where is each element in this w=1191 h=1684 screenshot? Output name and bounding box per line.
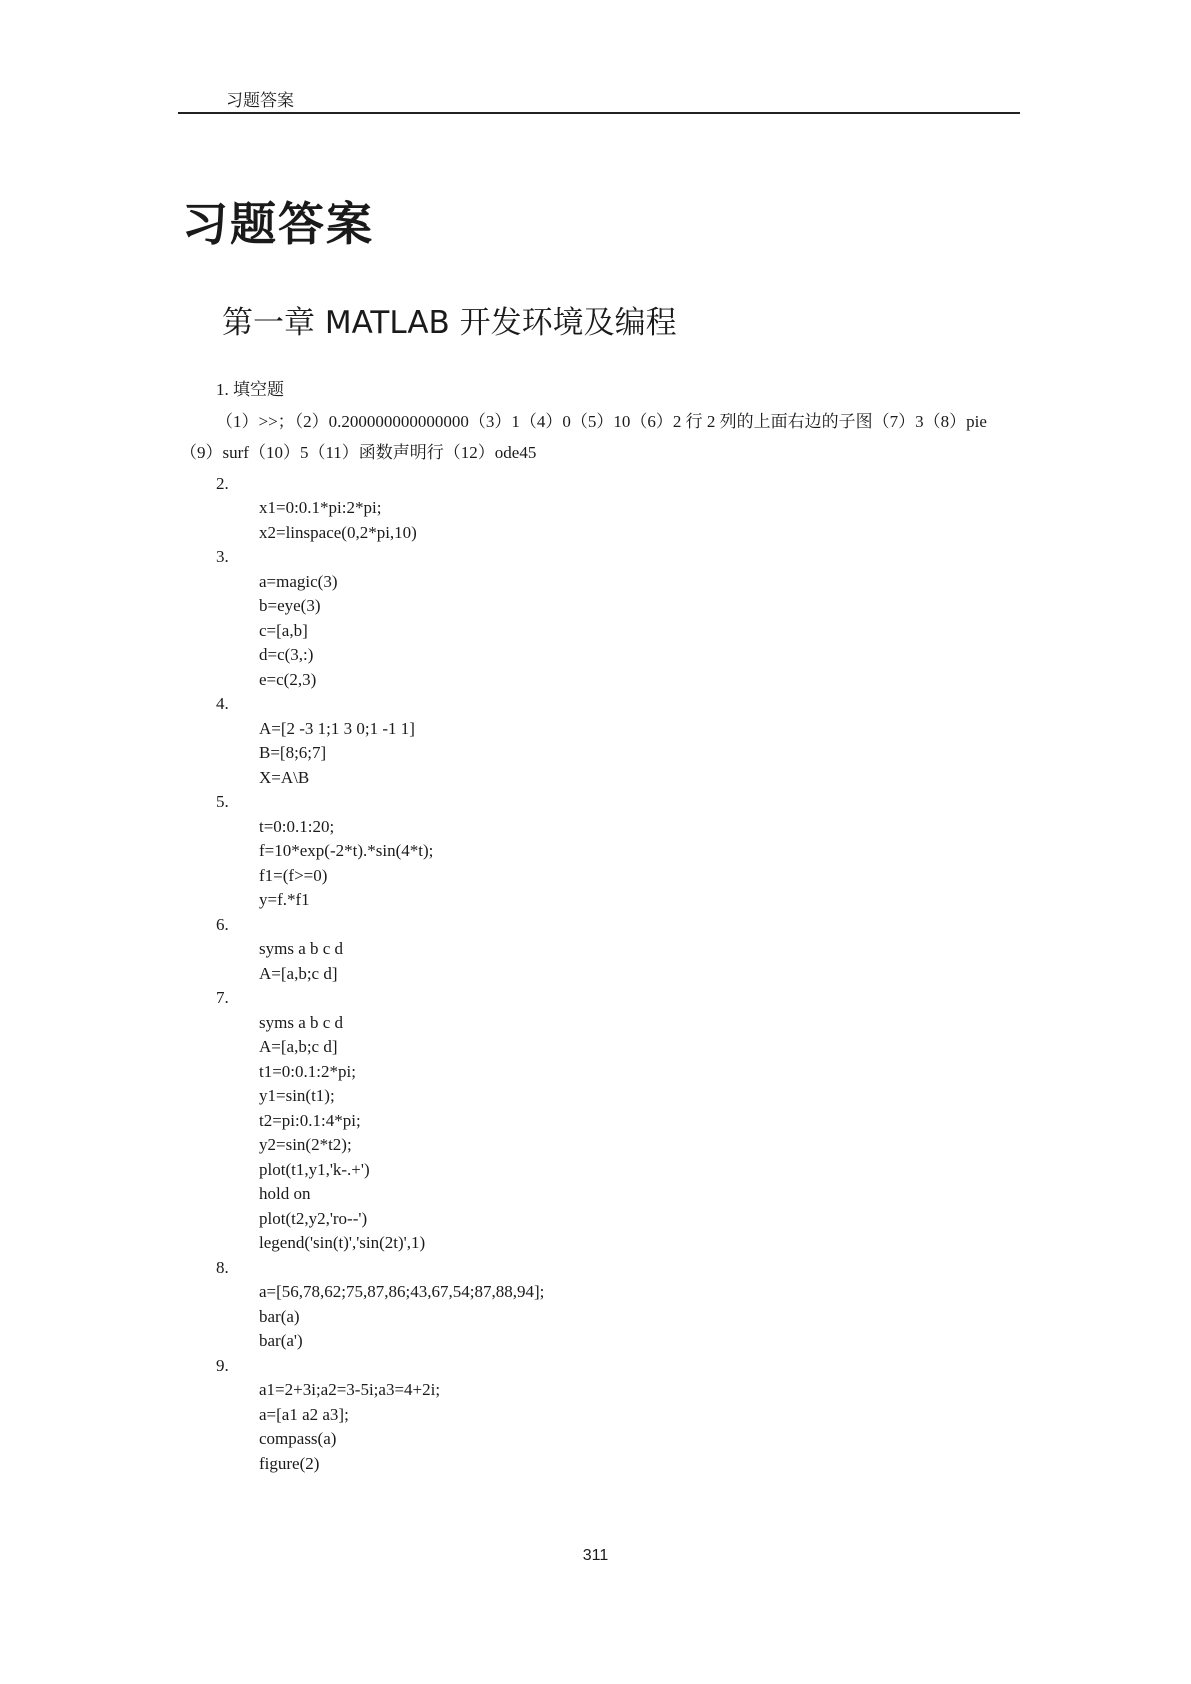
code-line: d=c(3,:) [259,645,314,664]
code-line: f=10*exp(-2*t).*sin(4*t); [259,841,434,860]
code-line: compass(a) [259,1429,337,1448]
document-title: 习题答案 [182,197,374,251]
code-line: plot(t2,y2,'ro--') [259,1208,368,1228]
code-line: syms a b c d [259,939,344,958]
question-1-label: 1. 填空题 [216,380,284,399]
code-line: y=f.*f1 [259,890,310,909]
code-line: e=c(2,3) [259,669,317,689]
code-line: B=[8;6;7] [259,743,327,762]
code-line: t1=0:0.1:2*pi; [259,1061,356,1081]
code-line: bar(a') [259,1331,303,1350]
question-6-label: 6. [216,914,229,934]
running-header [178,84,1020,114]
question-5-code [259,815,1020,913]
code-line: hold on [259,1184,311,1203]
question-1-answers: （1）>>；（2）0.200000000000000（3）1（4）0（5）10（6）2 行 2 列的上面右边的子图（7）3（8）pie（9）surf（10）5（11）函数声明行（12）ode45 [180,411,987,462]
question-9-label: 9. [216,1355,229,1375]
code-line: x1=0:0.1*pi:2*pi; [259,498,382,517]
code-line: y2=sin(2*t2); [259,1135,352,1154]
code-line: c=[a,b] [259,620,308,640]
code-line: legend('sin(t)','sin(2t)',1) [259,1233,426,1252]
code-line: t=0:0.1:20; [259,816,335,836]
code-line: bar(a) [259,1306,300,1326]
code-line: a1=2+3i;a2=3-5i;a3=4+2i; [259,1380,441,1399]
question-4-label: 4. [216,694,229,713]
code-line: x2=linspace(0,2*pi,10) [259,522,417,542]
question-3-label: 3. [216,547,229,566]
question-5-label: 5. [216,792,229,811]
code-line: syms a b c d [259,1012,344,1032]
page-number: 311 [582,1547,609,1564]
code-line: A=[a,b;c d] [259,963,338,983]
code-line: a=magic(3) [259,571,338,591]
code-line: plot(t1,y1,'k-.+') [259,1159,370,1179]
question-6-code [259,937,1020,986]
question-8-label: 8. [216,1257,229,1277]
code-line: b=eye(3) [259,596,321,615]
question-8-code [259,1280,1020,1354]
code-line: A=[2 -3 1;1 3 0;1 -1 1] [259,718,415,738]
code-line: figure(2) [259,1453,320,1473]
question-3-code [259,570,1020,693]
running-header-title: 习题答案 [226,91,294,110]
question-2-code [259,496,1020,545]
question-7-label: 7. [216,988,229,1007]
code-line: y1=sin(t1); [259,1086,335,1105]
code-line: a=[56,78,62;75,87,86;43,67,54;87,88,94]; [259,1282,545,1301]
question-9-code [259,1378,1020,1476]
question-2-label: 2. [216,473,229,493]
question-4-code [259,717,1020,791]
question-7-code [259,1011,1020,1256]
answers-content [180,378,1020,1476]
code-line: X=A\B [259,767,310,787]
code-line: a=[a1 a2 a3]; [259,1404,349,1424]
code-line: f1=(f>=0) [259,865,328,885]
chapter-title: 第一章 MATLAB 开发环境及编程 [222,305,677,341]
code-line: t2=pi:0.1:4*pi; [259,1110,361,1130]
code-line: A=[a,b;c d] [259,1037,338,1056]
